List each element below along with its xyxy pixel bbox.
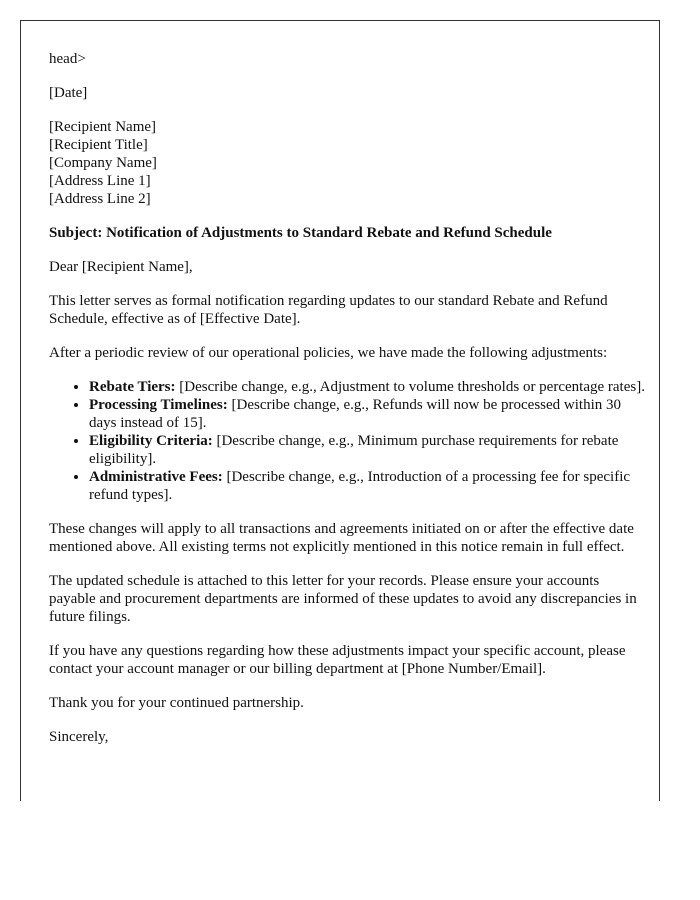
adjustment-text: [Describe change, e.g., Refunds will now be processed within 30 days instead of 15]. [89, 397, 621, 431]
adjustment-item-administrative-fees [89, 468, 649, 504]
review-intro-paragraph: After a periodic review of our operational policies, we have made the following adjustments: [49, 345, 608, 361]
letter-date: [Date] [49, 85, 88, 101]
adjustment-item-rebate-tiers [89, 378, 649, 396]
stray-head-text: head> [49, 51, 86, 67]
letter-body [49, 50, 649, 762]
intro-paragraph: This letter serves as formal notification regarding updates to our standard Rebate and Refund Schedule, effective as of [Effective Date]. [49, 293, 608, 327]
adjustment-text: [Describe change, e.g., Minimum purchase requirements for rebate eligibility]. [89, 433, 619, 467]
applicability-paragraph: These changes will apply to all transactions and agreements initiated on or after the effective date mentioned above. All existing terms not explicitly mentioned in this notice remain in full effect. [49, 521, 634, 555]
adjustment-item-eligibility-criteria [89, 432, 649, 468]
adjustments-list [49, 378, 649, 504]
subject-line: Subject: Notification of Adjustments to Standard Rebate and Refund Schedule [49, 225, 552, 241]
adjustment-text: [Describe change, e.g., Introduction of a processing fee for specific refund types]. [89, 469, 631, 503]
adjustment-label: Rebate Tiers: [89, 379, 176, 395]
attachment-paragraph: The updated schedule is attached to this letter for your records. Please ensure your accounts payable and procurement departments are informed of these updates to avoid any discrepancies in future filings. [49, 573, 637, 625]
letter-page [20, 20, 660, 801]
salutation: Dear [Recipient Name], [49, 259, 193, 275]
adjustment-item-processing-timelines [89, 396, 649, 432]
adjustment-label: Eligibility Criteria: [89, 433, 213, 449]
thanks-line: Thank you for your continued partnership. [49, 695, 304, 711]
adjustment-label: Processing Timelines: [89, 397, 228, 413]
recipient-title: [Recipient Title] [49, 137, 148, 153]
recipient-address-line-1: [Address Line 1] [49, 173, 151, 189]
adjustment-text: [Describe change, e.g., Adjustment to volume thresholds or percentage rates]. [175, 379, 645, 395]
recipient-name: [Recipient Name] [49, 119, 157, 135]
recipient-address-block [49, 118, 649, 208]
contact-paragraph: If you have any questions regarding how these adjustments impact your specific account, please contact your account manager or our billing department at [Phone Number/Email]. [49, 643, 626, 677]
recipient-address-line-2: [Address Line 2] [49, 191, 151, 207]
recipient-company: [Company Name] [49, 155, 157, 171]
adjustment-label: Administrative Fees: [89, 469, 223, 485]
closing-line: Sincerely, [49, 729, 109, 745]
